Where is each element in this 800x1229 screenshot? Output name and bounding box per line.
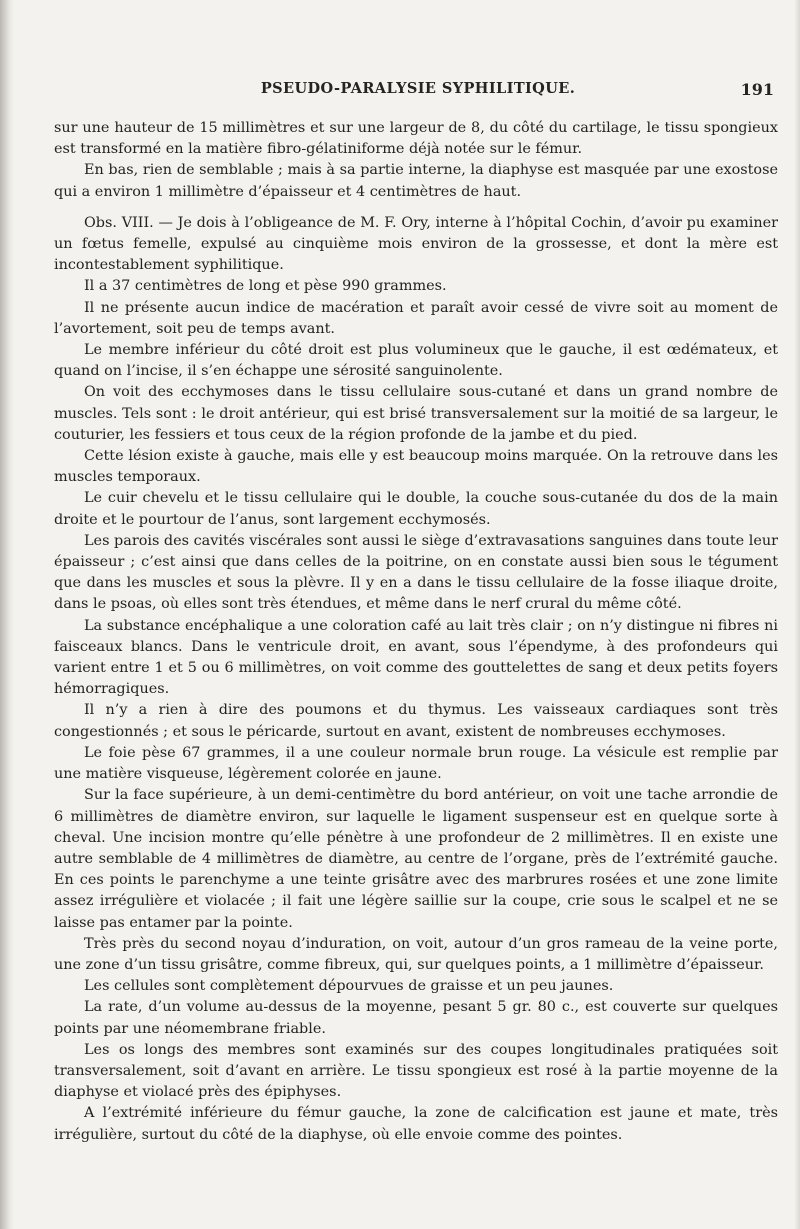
page-header: [60, 80, 776, 102]
page-edge: [794, 0, 800, 1229]
body-text: [54, 118, 778, 1146]
paragraph: Le membre inférieur du côté droit est plus volumineux que le gauche, il est œdémateux, et quand on l’incise, il s’en échappe une sérosité sanguinolente.: [54, 342, 778, 380]
paragraph: Le foie pèse 67 grammes, il a une couleur normale brun rouge. La vésicule est remplie par une matière visqueuse, légèrement colorée en jaune.: [54, 744, 778, 783]
paragraph: sur une hauteur de 15 millimètres et sur une largeur de 8, du côté du cartilage, le tissu spongieux est transformé en la matière fibro-gélatiniforme déjà notée sur le fémur.: [54, 120, 778, 158]
running-head: PSEUDO-PARALYSIE SYPHILITIQUE.: [260, 80, 576, 97]
page-number: 191: [740, 80, 774, 99]
paragraph: Il a 37 centimètres de long et pèse 990 grammes.: [84, 278, 447, 295]
paragraph: La substance encéphalique a une coloration café au lait très clair ; on n’y distingue ni fibres ni faisceaux blancs. Dans le ventricule droit, en avant, sous l’épendyme, à des profondeurs qui varient entre 1 et 5 ou 6 millimètres, on voit comme des gouttelettes de sang et deux petits foyers hémorragiques.: [54, 617, 778, 698]
paragraph: Les cellules sont complètement dépourvues de graisse et un peu jaunes.: [84, 978, 614, 995]
paragraph: Très près du second noyau d’induration, on voit, autour d’un gros rameau de la veine porte, une zone d’un tissu grisâtre, comme fibreux, qui, sur quelques points, a 1 millimètre d’épaisseur.: [54, 935, 778, 973]
paragraph: Le cuir chevelu et le tissu cellulaire qui le double, la couche sous-cutanée du dos de la main droite et le pourtour de l’anus, sont largement ecchymosés.: [54, 490, 778, 528]
paragraph: Sur la face supérieure, à un demi-centimètre du bord antérieur, on voit une tache arrondie de 6 millimètres de diamètre environ, sur laquelle le ligament suspenseur est en quelque sorte à cheval. Une incision montre qu’elle pénètre à une profondeur de 2 millimètres. Il en existe une autre semblable de 4 millimètres de diamètre, au centre de l’organe, près de l’extrémité gauche. En ces points le parenchyme a une teinte grisâtre avec des marbrures rosées et une zone limite assez irrégulière et violacée ; il fait une légère saillie sur la coupe, crie sous le scalpel et ne se laisse pas entamer par la pointe.: [54, 787, 778, 931]
binding-gutter: [0, 0, 14, 1229]
paragraph: Les os longs des membres sont examinés sur des coupes longitudinales pratiquées soit transversalement, soit d’avant en arrière. Le tissu spongieux est rosé à la partie moyenne de la diaphyse et violacé près des épiphyses.: [54, 1041, 778, 1101]
paragraph: La rate, d’un volume au-dessus de la moyenne, pesant 5 gr. 80 c., est couverte sur quelques points par une néomembrane friable.: [54, 999, 778, 1037]
paragraph: Il n’y a rien à dire des poumons et du thymus. Les vaisseaux cardiaques sont très congestionnés ; et sous le péricarde, surtout en avant, existent de nombreuses ecchymoses.: [54, 702, 778, 740]
paragraph: Cette lésion existe à gauche, mais elle y est beaucoup moins marquée. On la retrouve dans les muscles temporaux.: [54, 448, 778, 486]
paragraph: On voit des ecchymoses dans le tissu cellulaire sous-cutané et dans un grand nombre de muscles. Tels sont : le droit antérieur, qui est brisé transversalement sur la moitié de sa largeur, le couturier, les fessiers et tous ceux de la région profonde de la jambe et du pied.: [54, 384, 778, 443]
observation-heading-paragraph: Obs. VIII. — Je dois à l’obligeance de M. F. Ory, interne à l’hôpital Cochin, d’avoir pu examiner un fœtus femelle, expulsé au cinquième mois environ de la grossesse, et dont la mère est incontestablement syphilitique.: [54, 214, 778, 274]
paragraph: A l’extrémité inférieure du fémur gauche, la zone de calcification est jaune et mate, très irrégulière, surtout du côté de la diaphyse, où elle envoie comme des pointes.: [54, 1105, 778, 1143]
paragraph: Les parois des cavités viscérales sont aussi le siège d’extravasations sanguines dans toute leur épaisseur ; c’est ainsi que dans celles de la poitrine, on en constate aussi bien sous le tégument que dans les muscles et sous la plèvre. Il y en a dans le tissu cellulaire de la fosse iliaque droite, dans le psoas, où elles sont très étendues, et même dans le nerf crural du même côté.: [54, 532, 778, 613]
paragraph: Il ne présente aucun indice de macération et paraît avoir cessé de vivre soit au moment de l’avortement, soit peu de temps avant.: [54, 299, 778, 337]
paragraph: En bas, rien de semblable ; mais à sa partie interne, la diaphyse est masquée par une exostose qui a environ 1 millimètre d’épaisseur et 4 centimètres de haut.: [54, 162, 778, 200]
